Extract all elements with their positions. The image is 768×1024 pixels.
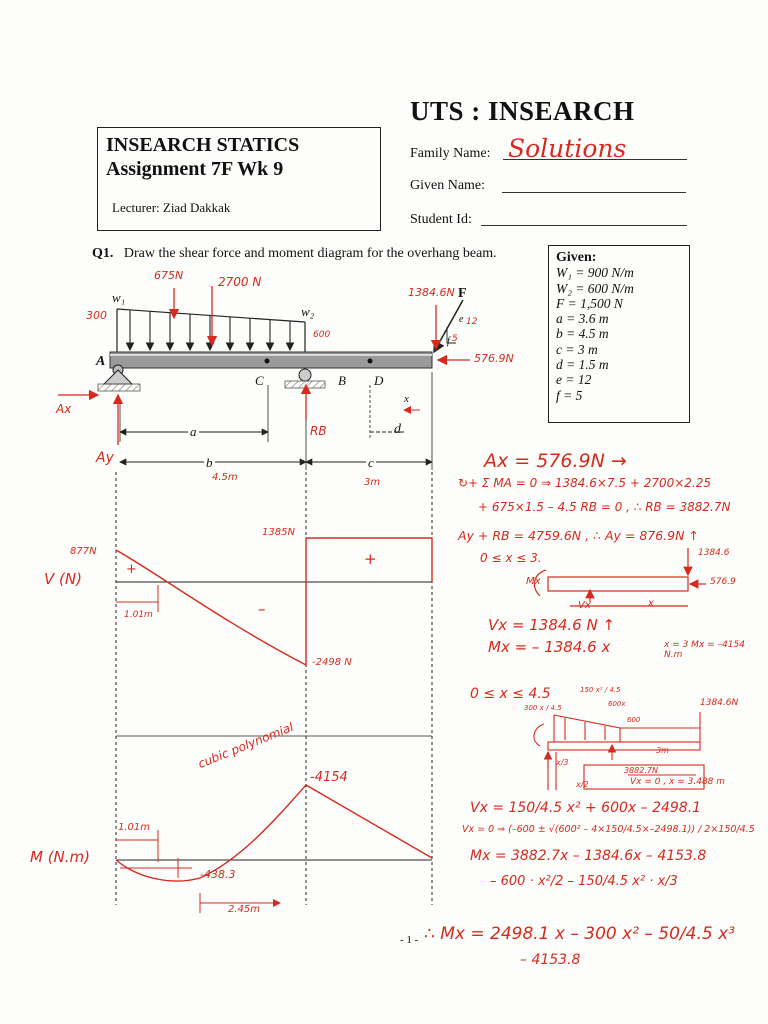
solution-line: + 675×1.5 – 4.5 RB = 0 , ∴ RB = 3882.7N bbox=[478, 500, 731, 514]
given-item: W₂ = 600 N/m bbox=[556, 280, 634, 296]
given-item: c = 3 m bbox=[556, 341, 598, 357]
solution-line: ∴ Mx = 2498.1 x – 300 x² – 50/4.5 x³ bbox=[424, 924, 735, 944]
solution-line: – 4153.8 bbox=[520, 952, 581, 968]
reaction-ax-label: Ax bbox=[56, 402, 72, 416]
given-item: a = 3.6 m bbox=[556, 311, 609, 327]
given-name-label: Given Name: bbox=[410, 178, 486, 193]
question-number: Q1. bbox=[92, 246, 114, 261]
family-name-value: Solutions bbox=[508, 134, 627, 163]
given-item: b = 4.5 m bbox=[556, 326, 609, 342]
student-id-label: Student Id: bbox=[410, 212, 472, 227]
solution-line: Ay + RB = 4759.6N , ∴ Ay = 876.9N ↑ bbox=[458, 528, 699, 543]
course-title: INSEARCH STATICS bbox=[106, 134, 300, 156]
given-item: W₁ = 900 N/m bbox=[556, 265, 634, 281]
c-value: 3m bbox=[364, 477, 381, 488]
shear-axis-label: V (N) bbox=[44, 570, 82, 588]
solution-line: 0 ≤ x ≤ 4.5 bbox=[470, 686, 551, 702]
fbd1-shear-label: Vx bbox=[578, 600, 591, 611]
shear-min-value: -2498 N bbox=[312, 657, 352, 668]
label-b-point: B bbox=[338, 373, 346, 388]
fbd2-label: 1384.6N bbox=[700, 698, 739, 708]
organization-title: UTS : INSEARCH bbox=[410, 96, 635, 126]
load-arrows bbox=[130, 310, 290, 350]
label-d-point: D bbox=[374, 373, 384, 388]
moment-peak-value: -4154 bbox=[310, 770, 348, 785]
fbd2-label: x/2 bbox=[576, 780, 589, 789]
label-a-point: A bbox=[96, 354, 106, 369]
shear-diagram bbox=[116, 538, 432, 665]
point-d-marker bbox=[368, 359, 373, 364]
w1-value: 300 bbox=[86, 309, 107, 322]
solution-line: 0 ≤ x ≤ 3. bbox=[480, 551, 542, 565]
solution-line: – 600 · x²/2 – 150/4.5 x² · x/3 bbox=[490, 874, 678, 889]
fbd1-force-label: 576.9 bbox=[710, 577, 736, 587]
page-number: - 1 - bbox=[400, 934, 419, 946]
given-item: F = 1,500 N bbox=[556, 295, 623, 311]
load-2700-label: 2700 N bbox=[218, 275, 262, 289]
shear-right-value: 1385N bbox=[262, 527, 295, 538]
beam-diagram bbox=[98, 300, 463, 470]
moment-min-distance: 2.45m bbox=[228, 904, 261, 915]
point-c-marker bbox=[265, 359, 270, 364]
label-dim-a: a bbox=[190, 424, 197, 439]
assignment-title: Assignment 7F Wk 9 bbox=[106, 158, 284, 180]
label-e: e bbox=[459, 314, 464, 325]
label-force-f: F bbox=[458, 286, 467, 301]
label-w1: w₁ bbox=[112, 290, 126, 305]
label-x: x bbox=[404, 393, 409, 405]
shear-positive-sign: + bbox=[364, 550, 377, 568]
load-675-label: 675N bbox=[154, 269, 184, 282]
solution-line: Vx = 150/4.5 x² + 600x – 2498.1 bbox=[470, 800, 702, 816]
fbd2-result: Vx = 0 , x = 3.488 m bbox=[630, 777, 726, 787]
label-c-point: C bbox=[255, 373, 264, 388]
force-f-value: 1384.6N bbox=[408, 286, 455, 299]
shear-zero-distance: 1.01m bbox=[124, 610, 153, 620]
given-item: e = 12 bbox=[556, 372, 592, 388]
solution-line: x = 3 Mx = –4154 N.m bbox=[664, 640, 745, 660]
question-body: Draw the shear force and moment diagram for the overhang beam. bbox=[123, 246, 497, 261]
fbd2-label: 600 bbox=[627, 716, 641, 724]
solution-line: Ax = 576.9N → bbox=[484, 450, 627, 472]
fbd2-label: 3m bbox=[656, 746, 669, 755]
moment-line-right bbox=[306, 785, 432, 858]
moment-min-value: -438.3 bbox=[200, 868, 236, 881]
given-item: d = 1.5 m bbox=[556, 357, 609, 373]
roller-support-b bbox=[299, 369, 311, 381]
fbd1-moment-label: Mx bbox=[526, 576, 541, 587]
force-fx-value: 576.9N bbox=[474, 352, 514, 365]
w2-value: 600 bbox=[313, 330, 331, 340]
moment-axis-label: M (N.m) bbox=[30, 848, 91, 866]
b-value: 4.5m bbox=[212, 472, 238, 483]
e-value: 12 bbox=[466, 317, 478, 327]
solution-line: ↻+ Σ MA = 0 ⇒ 1384.6×7.5 + 2700×2.25 bbox=[458, 476, 712, 490]
fbd2-label: 150 x² / 4.5 bbox=[580, 686, 621, 694]
label-f: f bbox=[447, 336, 450, 347]
f-value: 5 bbox=[452, 334, 458, 344]
lecturer-name: Lecturer: Ziad Dakkak bbox=[112, 200, 231, 215]
cubic-note: cubic polynomial bbox=[196, 719, 296, 771]
label-dim-b: b bbox=[206, 455, 213, 470]
solution-line: Vx = 0 ⇒ (–600 ± √(600² – 4×150/4.5×–2498.1)) / 2×150/4.5 bbox=[462, 824, 755, 835]
shear-negative-sign: – bbox=[258, 600, 266, 618]
reaction-ay-label: Ay bbox=[96, 450, 114, 466]
fbd1-x-label: x bbox=[648, 598, 654, 609]
shear-start-value: 877N bbox=[70, 546, 97, 557]
fbd2-label: 600x bbox=[608, 700, 626, 708]
fbd1-force-label: 1384.6 bbox=[698, 548, 730, 558]
shear-positive-sign: + bbox=[126, 562, 137, 577]
given-item: f = 5 bbox=[556, 387, 583, 403]
reaction-rb-label: RB bbox=[310, 424, 327, 438]
given-heading: Given: bbox=[556, 250, 597, 265]
solution-line: Vx = 1384.6 N ↑ bbox=[488, 616, 616, 634]
fbd2-label: x/3 bbox=[556, 758, 569, 767]
fbd-1 bbox=[534, 548, 706, 606]
moment-zero-distance: 1.01m bbox=[118, 822, 151, 833]
solution-line: Mx = 3882.7x – 1384.6x – 4153.8 bbox=[470, 848, 707, 864]
moment-diagram bbox=[116, 736, 432, 913]
fbd2-label: 300 x / 4.5 bbox=[524, 704, 562, 712]
solution-line: Mx = – 1384.6 x bbox=[488, 638, 611, 656]
label-dim-c: c bbox=[368, 455, 374, 470]
label-w2: w₂ bbox=[301, 304, 315, 319]
shear-curve-left bbox=[116, 550, 306, 665]
family-name-label: Family Name: bbox=[410, 146, 491, 161]
label-dim-d: d bbox=[394, 422, 401, 437]
load-top-line bbox=[117, 309, 305, 322]
fbd2-label: 3882.7N bbox=[624, 766, 658, 775]
